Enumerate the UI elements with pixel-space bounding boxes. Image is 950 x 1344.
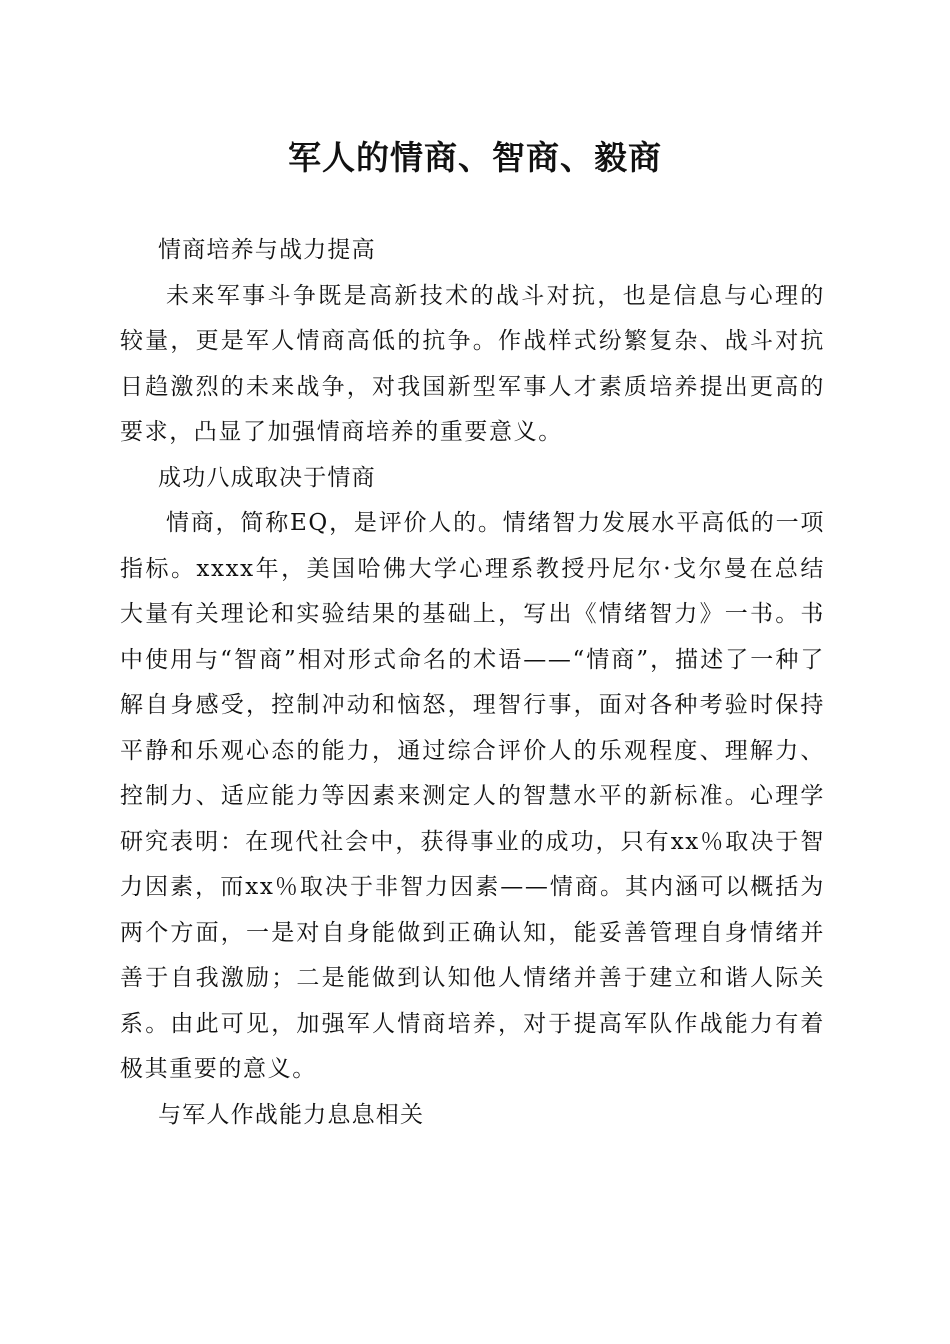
document-title: 军人的情商、智商、毅商 bbox=[288, 138, 662, 177]
paragraph-eq-definition: 情商，简称EQ，是评价人的。情绪智力发展水平高低的一项指标。xxxx年，美国哈佛大学心理系教授丹尼尔·戈尔曼在总结大量有关理论和实验结果的基础上，写出《情绪智力》一书。书中使用与“智商”相对形式命名的术语——“情商”，描述了一种了解自身感受，控制冲动和恼怒，理智行事，面对各种考验时保持平静和乐观心态的能力，通过综合评价人的乐观程度、理解力、控制力、适应能力等因素来测定人的智慧水平的新标准。心理学研究表明：在现代社会中，获得事业的成功，只有xx％取决于智力因素，而xx％取决于非智力因素——情商。其内涵可以概括为两个方面，一是对自身能做到正确认知，能妥善管理自身情绪并善于自我激励；二是能做到认知他人情绪并善于建立和谐人际关系。由此可见，加强军人情商培养，对于提高军队作战能力有着极其重要的意义。 bbox=[120, 510, 825, 1082]
section-heading-eq-training: 情商培养与战力提高 bbox=[158, 237, 376, 263]
section-heading-success-eq: 成功八成取决于情商 bbox=[158, 464, 376, 491]
section-heading-combat-ability: 与军人作战能力息息相关 bbox=[158, 1101, 425, 1128]
document-body bbox=[120, 228, 825, 1138]
paragraph-future-warfare: 未来军事斗争既是高新技术的战斗对抗，也是信息与心理的较量，更是军人情商高低的抗争。作战样式纷繁复杂、战斗对抗日趋激烈的未来战争，对我国新型军事人才素质培养提出更高的要求，凸显了加强情商培养的重要意义。 bbox=[120, 282, 825, 445]
